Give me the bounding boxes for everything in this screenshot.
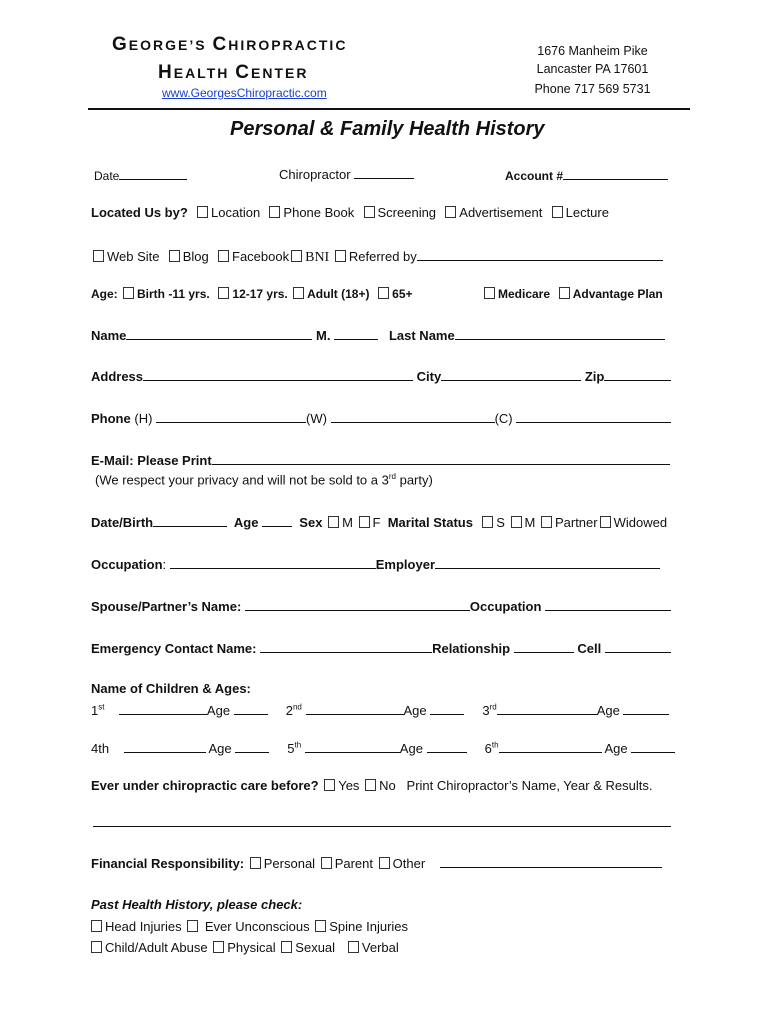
history-row-2: Child/Adult Abuse Physical Sexual Verbal (89, 940, 399, 955)
checkbox[interactable] (328, 516, 339, 528)
checkbox[interactable] (321, 857, 332, 869)
checkbox[interactable] (541, 516, 552, 528)
account-field[interactable]: Account # (505, 167, 668, 183)
website-link[interactable]: www.GeorgesChiropractic.com (162, 86, 327, 100)
checkbox[interactable] (291, 250, 302, 262)
checkbox[interactable] (559, 287, 570, 299)
checkbox[interactable] (482, 516, 493, 528)
checkbox[interactable] (379, 857, 390, 869)
checkbox[interactable] (91, 941, 102, 953)
checkbox[interactable] (250, 857, 261, 869)
children-label: Name of Children & Ages: (91, 681, 251, 696)
checkbox[interactable] (293, 287, 304, 299)
checkbox[interactable] (169, 250, 180, 262)
birth-row: Date/Birth Age Sex M F Marital Status S M Partner Widowed (91, 515, 668, 530)
date-field[interactable]: Date (94, 167, 187, 183)
located-us-row-2: Web Site Blog Facebook BNI Referred by (91, 248, 663, 266)
clinic-address: 1676 Manheim Pike Lancaster PA 17601 Phone 717 569 5731 (534, 44, 651, 96)
checkbox[interactable] (123, 287, 134, 299)
address-row[interactable]: Address City Zip (91, 368, 671, 384)
checkbox[interactable] (445, 206, 456, 218)
care-details-line[interactable] (93, 826, 671, 827)
name-row[interactable]: Name M. Last Name (91, 327, 665, 343)
checkbox[interactable] (484, 287, 495, 299)
checkbox[interactable] (91, 920, 102, 932)
checkbox[interactable] (335, 250, 346, 262)
privacy-note: (We respect your privacy and will not be sold to a 3rd party) (95, 472, 433, 488)
checkbox[interactable] (218, 287, 229, 299)
checkbox[interactable] (378, 287, 389, 299)
phone-row[interactable]: Phone (H) (W) (C) (91, 410, 671, 426)
checkbox[interactable] (511, 516, 522, 528)
header-divider (88, 108, 690, 110)
checkbox[interactable] (218, 250, 229, 262)
clinic-name-line1: GEORGE’S CHIROPRACTIC (112, 34, 348, 55)
checkbox[interactable] (365, 779, 376, 791)
checkbox[interactable] (324, 779, 335, 791)
clinic-name-line2: HEALTH CENTER (158, 62, 309, 83)
checkbox[interactable] (269, 206, 280, 218)
checkbox[interactable] (359, 516, 370, 528)
checkbox[interactable] (315, 920, 326, 932)
care-row: Ever under chiropractic care before? Yes No Print Chiropractor’s Name, Year & Results. (91, 778, 653, 793)
checkbox[interactable] (93, 250, 104, 262)
financial-row: Financial Responsibility: Personal Parent Other (91, 855, 662, 871)
checkbox[interactable] (364, 206, 375, 218)
children-row-2[interactable]: 4th Age 5th Age 6th Age (91, 740, 675, 756)
age-row: Age: Birth -11 yrs. 12-17 yrs. Adult (18+) 65+ (91, 287, 413, 301)
email-row[interactable]: E-Mail: Please Print (91, 452, 670, 468)
occupation-row[interactable]: Occupation: Employer (91, 556, 660, 572)
spouse-row[interactable]: Spouse/Partner’s Name: Occupation (91, 598, 671, 614)
checkbox[interactable] (213, 941, 224, 953)
children-row-1[interactable]: 1st Age 2nd Age 3rd Age (91, 702, 669, 718)
chiropractor-field[interactable]: Chiropractor (279, 166, 414, 182)
checkbox[interactable] (600, 516, 611, 528)
insurance-row: Medicare Advantage Plan (482, 287, 663, 301)
checkbox[interactable] (348, 941, 359, 953)
emergency-row[interactable]: Emergency Contact Name: Relationship Cell (91, 640, 671, 656)
checkbox[interactable] (197, 206, 208, 218)
checkbox[interactable] (187, 920, 198, 932)
history-label: Past Health History, please check: (91, 897, 303, 912)
page-title: Personal & Family Health History (230, 118, 545, 140)
checkbox[interactable] (552, 206, 563, 218)
located-us-row: Located Us by? Location Phone Book Screening Advertisement Lecture (91, 205, 609, 220)
history-row-1: Head Injuries Ever Unconscious Spine Injuries (89, 919, 408, 934)
checkbox[interactable] (281, 941, 292, 953)
